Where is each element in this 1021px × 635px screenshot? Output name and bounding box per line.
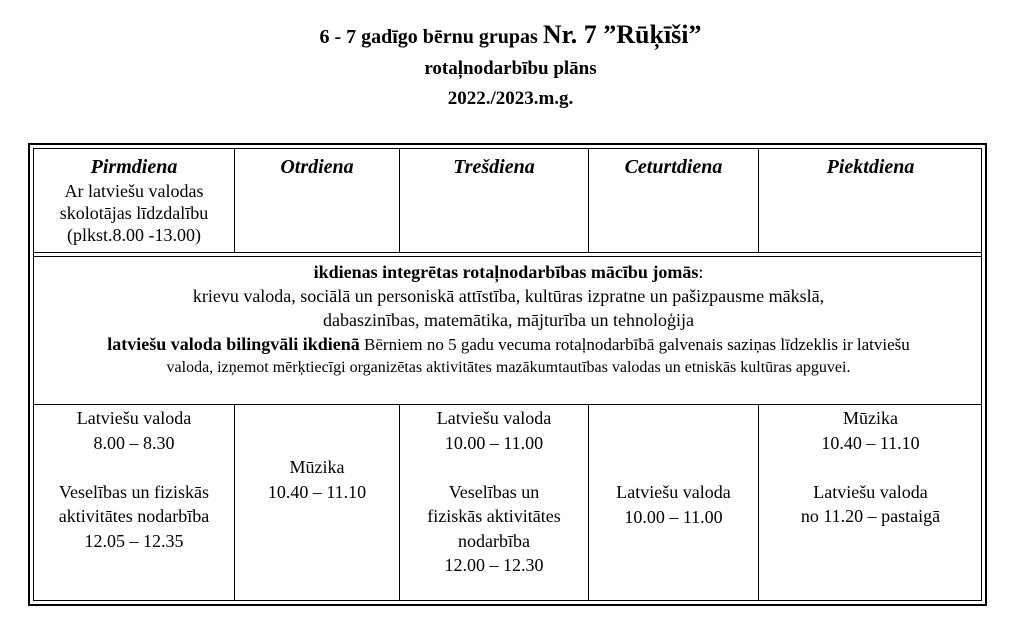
- day-name: Piektdiena: [826, 156, 915, 178]
- activity-name: Latviešu valoda: [813, 481, 928, 502]
- bilingual-bold: latviešu valoda bilingvāli ikdienā: [107, 334, 360, 354]
- schedule-friday: [759, 406, 982, 529]
- day-name: Ceturtdiena: [624, 156, 723, 178]
- day-header-tuesday: [235, 154, 399, 180]
- activity-name: Veselības un: [448, 481, 540, 502]
- day-name: Pirmdiena: [90, 156, 178, 178]
- row-divider: [33, 256, 982, 257]
- schedule-monday: [34, 406, 234, 553]
- title-line: [0, 18, 1021, 54]
- activity-name: Veselības un fiziskās: [59, 481, 209, 502]
- day-name: Trešdiena: [453, 156, 535, 178]
- bilingual-line-continued: valoda, izņemot mērķtiecīgi organizētas aktivitātes mazākumtautības valodas un etniskās kultūras apguvei.: [166, 359, 851, 376]
- schedule-tuesday: [235, 455, 399, 504]
- subjects-line: dabaszinības, matemātika, mājturība un tehnoloģija: [323, 310, 694, 330]
- activity-name: nodarbība: [458, 530, 530, 551]
- activity-time: 8.00 – 8.30: [93, 432, 175, 453]
- document-header: [0, 18, 1021, 114]
- integrated-title-text: ikdienas integrētas rotaļnodarbības mācību jomās: [313, 262, 699, 282]
- activity-time: 12.00 – 12.30: [444, 555, 544, 575]
- day-header-wednesday: [400, 154, 588, 180]
- title-prefix: 6 - 7 gadīgo bērnu grupas: [319, 26, 538, 48]
- school-year: 2022./2023.m.g.: [447, 88, 574, 109]
- activity-name: fiziskās aktivitātes: [427, 506, 561, 526]
- day-note-line: Ar latviešu valodas: [64, 181, 204, 201]
- activity-time: 10.40 – 11.10: [821, 432, 920, 453]
- row-divider: [33, 404, 982, 405]
- bilingual-text: Bērniem no 5 gadu vecuma rotaļnodarbībā galvenais saziņas līdzeklis ir latviešu: [364, 335, 910, 354]
- activity-name: Latviešu valoda: [76, 408, 192, 428]
- activity-name: Mūzika: [289, 457, 345, 477]
- integrated-activities: [38, 260, 979, 379]
- schedule-thursday: [589, 480, 758, 529]
- schedule-wednesday: [400, 406, 588, 578]
- integrated-title: [38, 260, 979, 284]
- bilingual-line: [38, 332, 979, 357]
- activity-time: no 11.20 – pastaigā: [800, 506, 941, 526]
- activity-time: 10.00 – 11.00: [624, 506, 723, 527]
- group-name: Nr. 7 ”Rūķīši”: [542, 20, 702, 49]
- activity-name: aktivitātes nodarbība: [58, 506, 210, 526]
- activity-name: Mūzika: [843, 408, 898, 428]
- day-note-line: skolotājas līdzdalību: [59, 203, 209, 223]
- day-name: Otrdiena: [280, 156, 354, 178]
- activity-time: 12.05 – 12.35: [84, 530, 184, 551]
- activity-time: 10.40 – 11.10: [267, 481, 367, 502]
- day-header-monday: [34, 154, 234, 246]
- subjects-line: krievu valoda, sociālā un personiskā attīstība, kultūras izpratne un pašizpausme mākslā,: [192, 286, 825, 306]
- row-divider: [33, 252, 982, 253]
- day-header-thursday: [589, 154, 758, 180]
- subtitle: rotaļnodarbību plāns: [424, 58, 597, 79]
- activity-name: Latviešu valoda: [436, 408, 552, 428]
- activity-time: 10.00 – 11.00: [444, 432, 544, 453]
- integrated-title-colon: :: [698, 262, 704, 282]
- day-note-line: (plkst.8.00 -13.00): [67, 225, 201, 245]
- day-header-friday: [759, 154, 982, 180]
- activity-name: Latviešu valoda: [616, 482, 731, 502]
